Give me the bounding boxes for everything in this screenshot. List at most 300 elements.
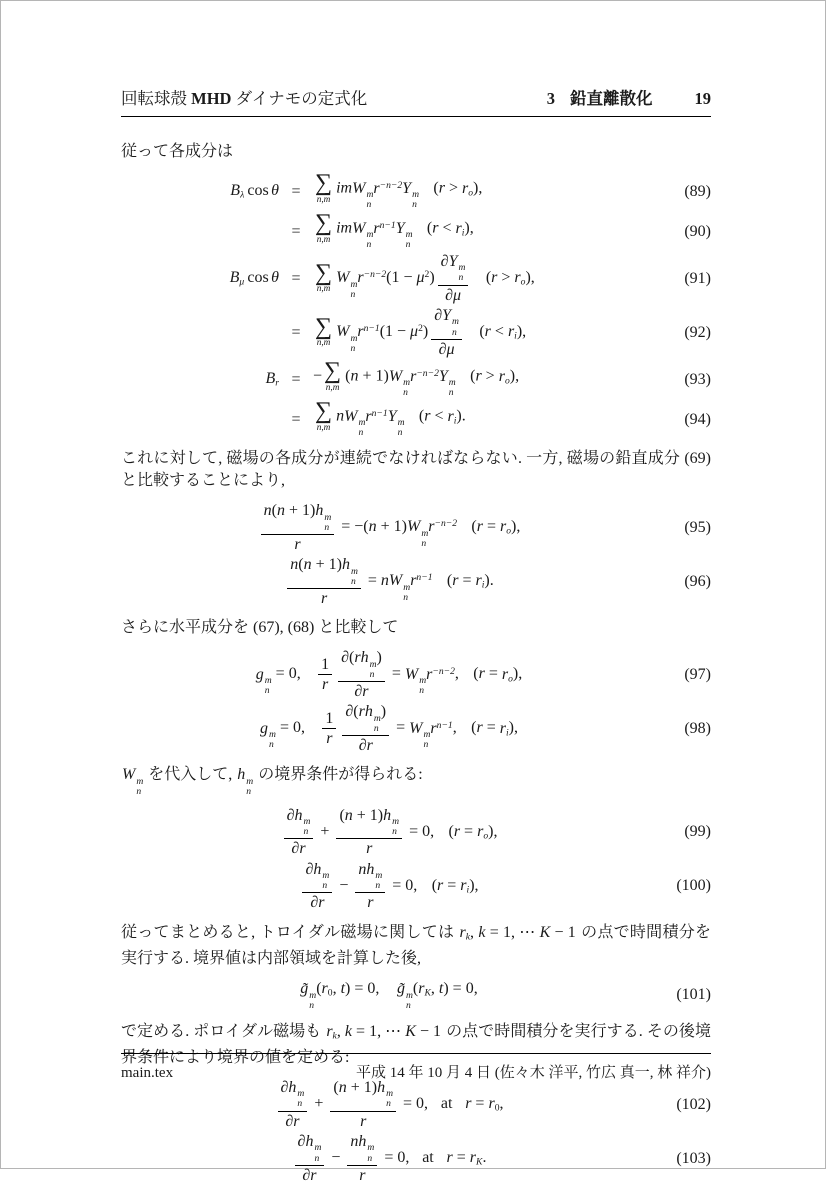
text-run: の点で時間積分を実行する. その後境界条件により境界の値を定める: — [121, 1022, 711, 1067]
math-token: + 1) — [346, 1079, 378, 1097]
fraction — [287, 556, 361, 607]
fraction — [330, 1079, 396, 1130]
text-run: さらに水平成分を (67), (68) と比較して — [121, 619, 399, 637]
script-stack — [350, 334, 357, 354]
superscript: m — [350, 565, 358, 577]
subscript: n — [403, 591, 409, 603]
script-base — [305, 1133, 313, 1150]
script-base — [358, 1133, 366, 1150]
subscript: n — [136, 785, 142, 797]
math-token: ∂r — [358, 736, 373, 754]
math-token: ( — [333, 1079, 339, 1097]
scripted-symbol — [402, 180, 419, 210]
subscript: n — [350, 342, 356, 354]
scripted-symbol — [460, 877, 469, 895]
subscript: n — [452, 326, 457, 338]
math-token: n — [263, 502, 272, 520]
subscript: i — [514, 330, 517, 342]
fraction — [342, 703, 389, 754]
equation-group-99-100 — [121, 807, 711, 912]
math-token: + 1) — [376, 518, 407, 536]
math-token: h — [360, 649, 369, 667]
scripted-symbol — [428, 518, 457, 536]
header-title-pre: 回転球殻 — [121, 89, 192, 108]
scripted-symbol — [357, 323, 379, 341]
fraction-denominator — [299, 1166, 319, 1185]
fraction — [336, 807, 402, 858]
equation-body — [121, 556, 657, 607]
math-token: cos — [247, 269, 269, 287]
math-token: r — [326, 730, 333, 748]
fraction-denominator — [282, 1112, 302, 1131]
math-token: ( — [339, 806, 345, 824]
math-token: , — [499, 1095, 504, 1113]
script-base — [365, 703, 373, 720]
superscript: n−1 — [371, 408, 388, 420]
math-token: r — [418, 980, 425, 998]
math-token: h — [237, 766, 246, 784]
math-token: + 1) — [311, 556, 342, 574]
scripted-symbol — [405, 666, 426, 696]
subscript: n — [350, 288, 356, 300]
script-base — [417, 269, 425, 286]
math-token: r — [357, 269, 364, 287]
running-header — [121, 85, 711, 117]
equation-group-102-103 — [121, 1079, 711, 1184]
math-token: ), — [525, 269, 535, 287]
math-token: < — [430, 407, 448, 425]
math-token: , — [430, 980, 439, 998]
fraction-denominator — [318, 589, 330, 608]
math-token: θ — [271, 269, 279, 287]
superscript: m — [423, 728, 431, 740]
paragraph-boundary-condition — [121, 764, 711, 796]
math-token: = −( — [337, 518, 369, 536]
script-base — [402, 180, 411, 197]
summation-symbol — [315, 259, 333, 295]
math-token: ∂r — [291, 840, 306, 858]
summation-limits: n,m — [316, 284, 331, 295]
subscript: n — [375, 880, 381, 892]
math-token: W — [352, 179, 366, 197]
fraction-denominator — [363, 839, 375, 858]
superscript: −n−2 — [379, 179, 403, 191]
superscript: m — [403, 377, 411, 389]
equation-rhs — [313, 253, 657, 304]
math-token: r — [447, 407, 454, 425]
math-token: ( — [433, 179, 439, 197]
subscript: n — [373, 722, 379, 734]
fraction-numerator — [336, 807, 402, 839]
script-stack — [265, 676, 272, 696]
math-token: + 1) — [358, 367, 389, 385]
subscript: i — [466, 884, 470, 896]
subscript: n — [392, 826, 397, 838]
superscript: m — [397, 417, 405, 429]
math-token: r — [358, 703, 365, 721]
scripted-symbol — [410, 368, 439, 386]
equation-body — [121, 980, 657, 1010]
math-token: ), — [512, 665, 523, 683]
scripted-symbol — [470, 1149, 483, 1167]
scripted-symbol — [256, 666, 272, 696]
math-token: g — [255, 665, 264, 683]
equation-relation: = — [291, 182, 301, 200]
paragraph-toroidal — [121, 922, 711, 970]
scripted-symbol — [426, 666, 455, 684]
fraction-denominator — [357, 1112, 369, 1131]
fraction-numerator — [342, 703, 389, 735]
scripted-symbol — [439, 368, 456, 398]
scripted-symbol — [373, 220, 395, 238]
summation-symbol — [315, 313, 333, 349]
script-base — [410, 323, 418, 340]
scripted-symbol — [449, 253, 466, 283]
superscript: m — [458, 262, 466, 274]
summation-limits: n,m — [316, 194, 331, 205]
superscript: m — [350, 278, 358, 290]
math-token: r — [321, 980, 328, 998]
math-token: g — [260, 719, 269, 737]
equation-row — [121, 556, 711, 607]
fraction-numerator — [295, 1133, 325, 1165]
math-token: h — [377, 1079, 386, 1097]
script-stack — [303, 817, 310, 837]
math-token: r — [491, 269, 498, 287]
subscript: i — [461, 227, 465, 239]
equation-number: (91) — [684, 269, 711, 287]
subscript: n — [246, 785, 252, 797]
script-stack — [246, 777, 253, 797]
math-token: = 0, — [275, 719, 305, 737]
math-token: r — [488, 1095, 495, 1113]
script-stack — [375, 871, 382, 891]
subscript: n — [350, 575, 356, 587]
math-token: ∂ — [440, 253, 449, 271]
fraction-numerator — [302, 861, 332, 893]
script-stack — [322, 871, 329, 891]
scripted-symbol — [430, 720, 452, 738]
script-stack — [358, 418, 365, 438]
math-token: r — [452, 572, 459, 590]
math-token: ) = 0, — [443, 980, 478, 998]
equation-row — [121, 861, 711, 912]
subscript: i — [505, 726, 509, 738]
math-token: at — [440, 1095, 453, 1113]
subscript: n — [405, 999, 411, 1011]
script-base — [407, 518, 420, 535]
equation-body — [121, 861, 657, 912]
fraction-numerator — [284, 807, 314, 839]
scripted-symbol — [365, 703, 381, 733]
math-token: ∂r — [302, 1166, 317, 1184]
math-token: r — [432, 219, 439, 237]
math-token: r — [501, 665, 509, 683]
fraction-numerator — [355, 861, 385, 893]
math-token: + 1) — [352, 806, 384, 824]
math-token: Y — [387, 407, 397, 425]
math-token: r — [437, 877, 444, 895]
math-token: ( — [345, 367, 351, 385]
script-base — [388, 408, 397, 425]
equation-rhs — [313, 210, 657, 251]
script-stack — [392, 817, 399, 837]
math-token: (1 − — [386, 269, 417, 287]
script-base — [260, 720, 268, 737]
footer-filename: main.tex — [121, 1065, 174, 1081]
equation-body — [121, 502, 657, 553]
fraction — [278, 1079, 308, 1130]
footer-date-authors: 平成 14 年 10 月 4 日 (佐々木 洋平, 竹広 真一, 林 祥介) — [356, 1065, 711, 1081]
math-token: ( — [316, 980, 322, 998]
subscript: o — [520, 276, 526, 288]
scripted-symbol — [237, 764, 253, 796]
math-token: ∂ — [286, 806, 295, 824]
subscript: n — [322, 880, 328, 892]
superscript: −n−2 — [363, 269, 387, 281]
equation-rhs — [313, 358, 657, 399]
scripted-symbol — [373, 180, 402, 198]
script-base — [313, 861, 321, 878]
subscript: n — [297, 1098, 303, 1110]
equation-relation: = — [291, 269, 301, 287]
math-token: 1 — [321, 655, 330, 673]
script-stack — [350, 280, 357, 300]
math-token: Y — [442, 307, 452, 325]
script-stack — [367, 1143, 374, 1163]
math-token: h — [305, 1133, 314, 1151]
scripted-symbol — [260, 720, 276, 750]
script-stack — [449, 378, 456, 398]
superscript: m — [419, 674, 427, 686]
page-number: 19 — [694, 89, 711, 108]
math-token: r — [428, 518, 435, 536]
script-stack — [370, 660, 377, 680]
superscript: m — [324, 511, 332, 523]
inline-math — [460, 924, 576, 941]
equation-relation: = — [291, 370, 301, 388]
script-stack — [406, 230, 413, 250]
script-stack — [136, 777, 143, 797]
subscript: n — [423, 738, 429, 750]
subscript: o — [506, 525, 512, 537]
superscript: m — [448, 377, 456, 389]
superscript: −n−2 — [434, 518, 458, 530]
equation-group-89-94 — [121, 170, 711, 439]
section-number: 3 — [546, 89, 555, 108]
math-token: r — [469, 1149, 477, 1167]
equation-row — [121, 210, 711, 251]
script-base — [383, 807, 391, 824]
math-token: ( — [448, 823, 454, 840]
math-token: = — [452, 1149, 470, 1167]
math-token: ( — [298, 556, 304, 574]
script-base — [237, 766, 245, 783]
math-token: r — [426, 665, 433, 683]
scripted-symbol — [409, 720, 430, 750]
math-token: = 0, — [399, 1095, 429, 1113]
inline-math — [237, 766, 254, 797]
script-stack — [403, 583, 410, 603]
scripted-symbol — [389, 572, 410, 602]
script-stack — [269, 730, 276, 750]
math-token: r — [498, 367, 505, 385]
equation-row — [121, 170, 711, 210]
math-token: n — [290, 556, 299, 574]
math-token: ) = 0, — [345, 980, 380, 998]
math-token: h — [341, 556, 350, 574]
section-title: 鉛直離散化 — [570, 89, 653, 108]
header-section-info — [547, 85, 711, 109]
scripted-symbol — [460, 922, 471, 948]
equation-row — [121, 649, 711, 700]
script-base — [439, 368, 448, 385]
subscript: o — [468, 187, 474, 198]
math-token: W — [336, 323, 350, 341]
superscript: n−1 — [379, 219, 396, 231]
script-base — [449, 253, 458, 270]
superscript: m — [392, 816, 400, 828]
math-token: r — [320, 589, 328, 607]
math-token: W — [388, 367, 403, 385]
math-token: ( — [418, 407, 425, 425]
math-token: t — [340, 980, 346, 998]
math-token: = — [392, 719, 410, 737]
scripted-symbol — [344, 408, 365, 438]
math-token: ) — [422, 323, 429, 341]
paragraph-continuity — [121, 448, 711, 492]
math-token: ∂ — [341, 649, 349, 667]
math-token: r — [453, 823, 461, 840]
paragraph-intro — [121, 141, 711, 163]
math-token: r — [455, 219, 462, 237]
script-base — [294, 807, 302, 824]
math-token: W — [344, 407, 358, 425]
equation-number: (98) — [684, 719, 711, 737]
fraction — [302, 861, 332, 912]
superscript: m — [309, 989, 317, 1001]
script-base — [389, 572, 402, 589]
script-base — [300, 980, 308, 997]
math-token: r — [367, 894, 374, 912]
equation-relation: = — [291, 222, 301, 240]
math-token: cos — [247, 182, 269, 200]
superscript: m — [452, 316, 459, 328]
fraction-denominator — [442, 286, 464, 305]
summation-symbol — [324, 358, 342, 393]
math-token: + — [316, 823, 334, 840]
equation-number: (102) — [676, 1095, 711, 1113]
math-token: n — [344, 806, 353, 824]
math-token: W — [409, 719, 423, 737]
math-token: n — [303, 556, 312, 574]
summation-symbol — [315, 210, 333, 245]
subscript: n — [419, 684, 424, 696]
math-token: ( — [470, 367, 476, 385]
scripted-symbol — [305, 1133, 321, 1163]
inline-math — [326, 1023, 441, 1040]
subscript: K — [424, 987, 431, 999]
subscript: n — [386, 1098, 391, 1110]
subscript: n — [369, 668, 375, 680]
math-token: r — [373, 219, 380, 237]
math-token: ), — [488, 823, 498, 840]
scripted-symbol — [410, 572, 432, 590]
script-base — [397, 980, 405, 997]
equation-number: (97) — [684, 665, 711, 683]
subscript: n — [366, 198, 372, 210]
script-base — [405, 666, 418, 683]
math-token: r — [294, 535, 301, 553]
math-token: < — [490, 323, 508, 341]
subscript: n — [269, 738, 274, 750]
running-footer — [121, 1053, 711, 1082]
math-token: r — [478, 665, 485, 683]
math-token: n — [350, 367, 359, 385]
fraction — [295, 1133, 325, 1184]
header-title-post: ダイナモの定式化 — [231, 89, 368, 108]
scripted-symbol — [122, 764, 143, 796]
math-token: r — [365, 407, 372, 425]
summation-symbol — [315, 170, 333, 205]
math-token: im — [336, 219, 353, 237]
sigma-glyph: ∑ — [315, 259, 333, 286]
equation-row — [121, 358, 711, 399]
sigma-glyph: ∑ — [315, 313, 333, 340]
fraction-numerator — [431, 307, 462, 339]
math-token: r — [424, 407, 431, 425]
equation-row — [121, 807, 711, 858]
equation-body — [121, 1133, 657, 1184]
math-token: g̃ — [300, 980, 309, 998]
math-token: , — [454, 665, 459, 683]
math-token: r — [360, 1112, 367, 1130]
text-run: の境界条件が得られる: — [254, 766, 423, 784]
math-token: r — [476, 719, 483, 737]
equation-body — [121, 649, 657, 700]
math-token: , — [332, 980, 341, 998]
fraction-numerator — [438, 253, 469, 285]
math-token: ( — [473, 665, 479, 683]
math-token: , — [452, 719, 457, 737]
script-base — [336, 269, 349, 286]
math-token: r — [357, 323, 364, 341]
fraction-numerator — [347, 1133, 377, 1165]
script-base — [122, 766, 135, 783]
math-token: h — [383, 806, 392, 824]
superscript: m — [269, 728, 276, 740]
math-token: B — [230, 182, 241, 200]
summation-limits: n,m — [316, 234, 331, 245]
script-base — [256, 666, 264, 683]
math-token: at — [422, 1149, 434, 1167]
script-base — [442, 307, 451, 324]
math-token: ) — [380, 703, 387, 721]
equation-rhs — [313, 398, 657, 439]
math-token: r — [461, 179, 469, 197]
fraction-numerator — [322, 710, 336, 730]
script-stack — [412, 190, 419, 210]
superscript: m — [421, 527, 429, 539]
subscript: n — [405, 239, 411, 251]
scripted-symbol — [357, 269, 386, 287]
math-token: r — [475, 572, 482, 590]
equation-number: (95) — [684, 518, 711, 536]
math-token: k — [478, 923, 486, 941]
math-token: μ — [410, 323, 419, 341]
equation-number: (96) — [684, 572, 711, 590]
inline-math — [122, 766, 144, 797]
